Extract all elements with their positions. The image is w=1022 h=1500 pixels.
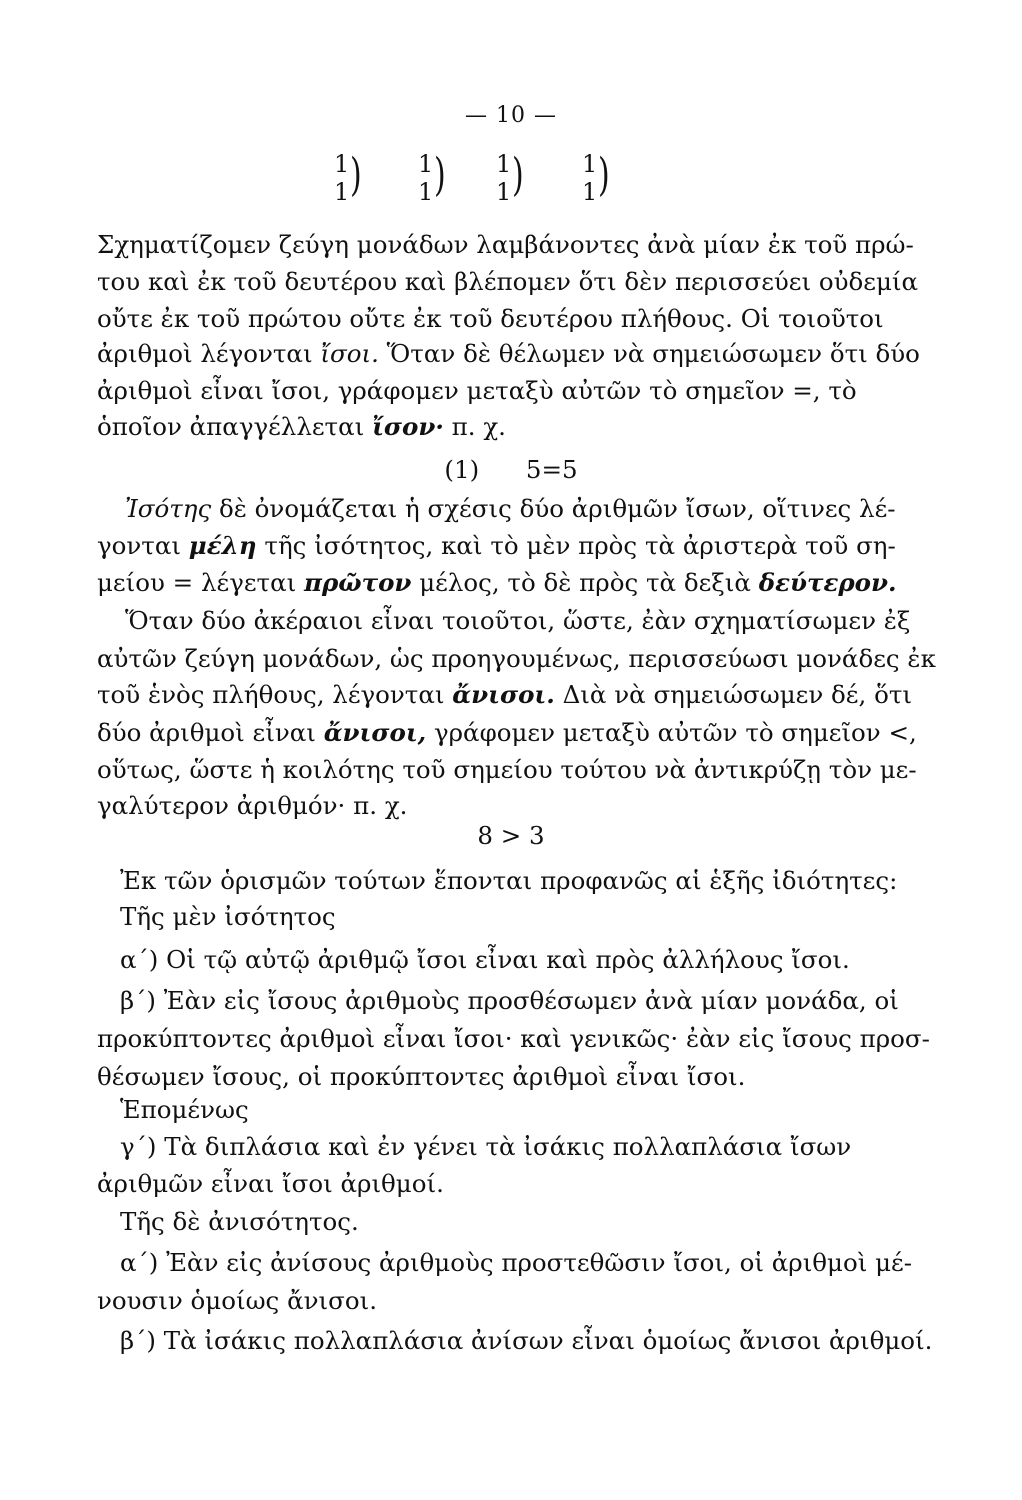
- text-line: α΄) Ἐὰν εἰς ἀνίσους ἀριθμοὺς προστεθῶσιν ἴσοι, οἱ ἀριθμοὶ μέ-: [120, 1248, 913, 1277]
- term-proton: πρῶτον: [304, 568, 412, 597]
- pair-bottom: 1: [582, 178, 598, 206]
- pair-bracket: ): [350, 149, 362, 202]
- text-line: Ὅταν δύο ἀκέραιοι εἶναι τοιοῦτοι, ὥστε, ἐὰν σχηματίσωμεν ἐξ: [125, 606, 911, 635]
- term-equal: ἴσοι.: [320, 339, 379, 368]
- text-line: ἀριθμοὶ εἶναι ἴσοι, γράφομεν μεταξὺ αὐτῶν τὸ σημεῖον =, τὸ: [97, 376, 857, 405]
- text-run: τοῦ ἑνὸς πλήθους, λέγονται: [97, 680, 445, 709]
- text-run: γράφομεν μεταξὺ αὐτῶν τὸ σημεῖον <,: [434, 718, 917, 747]
- text-run: Ὅταν δὲ θέλωμεν νὰ σημειώσωμεν ὅτι δύο: [386, 339, 920, 368]
- pair-top: 1: [418, 150, 434, 178]
- text-line: Ἑπομένως: [120, 1095, 249, 1124]
- text-line: οὕτως, ὥστε ἡ κοιλότης τοῦ σημείου τούτου νὰ ἀντικρύζῃ τὸν με-: [97, 755, 917, 784]
- pair-bottom: 1: [496, 178, 512, 206]
- text-line: οὔτε ἐκ τοῦ πρώτου οὔτε ἐκ τοῦ δευτέρου πλήθους. Οἱ τοιοῦτοι: [97, 304, 884, 333]
- text-run: μείου = λέγεται: [97, 568, 297, 597]
- text-line: [97, 680, 927, 709]
- text-run: μέλος, τὸ δὲ πρὸς τὰ δεξιὰ: [419, 568, 751, 597]
- text-line: Τῆς μὲν ἰσότητος: [120, 902, 336, 931]
- text-line: Σχηματίζομεν ζεύγη μονάδων λαμβάνοντες ἀνὰ μίαν ἐκ τοῦ πρώ-: [97, 230, 914, 259]
- text-line: β΄) Ἐὰν εἰς ἴσους ἀριθμοὺς προσθέσωμεν ἀνὰ μίαν μονάδα, οἱ: [120, 986, 899, 1015]
- text-run: δὲ ὀνομάζεται ἡ σχέσις δύο ἀριθμῶν ἴσων, οἵτινες λέ-: [219, 494, 896, 523]
- text-line: [97, 339, 927, 368]
- text-line: ἀριθμῶν εἶναι ἴσοι ἀριθμοί.: [97, 1169, 444, 1198]
- pair-bracket: ): [512, 149, 524, 202]
- term-defteron: δεύτερον.: [758, 568, 897, 597]
- text-line: προκύπτοντες ἀριθμοὶ εἶναι ἴσοι· καὶ γενικῶς· ἐὰν εἰς ἴσους προσ-: [97, 1024, 930, 1053]
- text-line: θέσωμεν ἴσους, οἱ προκύπτοντες ἀριθμοὶ εἶναι ἴσοι.: [97, 1062, 746, 1091]
- term-isotis: Ἰσότης: [125, 494, 212, 523]
- text-line: γ΄) Τὰ διπλάσια καὶ ἐν γένει τὰ ἰσάκις πολλαπλάσια ἴσων: [120, 1132, 852, 1161]
- term-meli: μέλη: [188, 531, 257, 560]
- text-run: π. χ.: [451, 412, 506, 441]
- term-ison: ἴσον·: [372, 412, 444, 441]
- pair-top: 1: [582, 150, 598, 178]
- text-line: [97, 568, 927, 597]
- text-line: [97, 531, 927, 560]
- text-line: αὐτῶν ζεύγη μονάδων, ὡς προηγουμένως, περισσεύωσι μονάδες ἐκ: [97, 644, 936, 673]
- text-line: Ἐκ τῶν ὁρισμῶν τούτων ἕπονται προφανῶς αἱ ἑξῆς ἰδιότητες:: [120, 866, 898, 895]
- pair-bottom: 1: [334, 178, 350, 206]
- term-anisoi: ἄνισοι.: [452, 680, 555, 709]
- text-line: νουσιν ὁμοίως ἄνισοι.: [97, 1286, 377, 1315]
- text-run: Διὰ νὰ σημειώσωμεν δέ, ὅτι: [562, 680, 912, 709]
- text-line: α΄) Οἱ τῷ αὐτῷ ἀριθμῷ ἴσοι εἶναι καὶ πρὸς ἀλλήλους ἴσοι.: [120, 945, 850, 974]
- text-run: ἀριθμοὶ λέγονται: [97, 339, 313, 368]
- text-line: [125, 494, 955, 523]
- equation-5-equals-5: (1) 5=5: [444, 455, 578, 484]
- text-run: τῆς ἰσότητος, καὶ τὸ μὲν πρὸς τὰ ἀριστερὰ τοῦ ση-: [264, 531, 896, 560]
- page-number: — 10 —: [465, 103, 557, 128]
- pair-top: 1: [496, 150, 512, 178]
- text-run: δύο ἀριθμοὶ εἶναι: [97, 718, 316, 747]
- pair-top: 1: [334, 150, 350, 178]
- text-line: [97, 412, 927, 441]
- pair-bracket: ): [598, 149, 610, 202]
- pair-bracket: ): [434, 149, 446, 202]
- text-line: β΄) Τὰ ἰσάκις πολλαπλάσια ἀνίσων εἶναι ὁμοίως ἄνισοι ἀριθμοί.: [120, 1326, 933, 1355]
- unit-pair: [492, 150, 532, 210]
- term-anisoi: ἄνισοι,: [323, 718, 427, 747]
- text-line: [97, 718, 927, 747]
- text-line: Τῆς δὲ ἀνισότητος.: [120, 1207, 359, 1236]
- text-line: γαλύτερον ἀριθμόν· π. χ.: [97, 791, 408, 820]
- pair-bottom: 1: [418, 178, 434, 206]
- equation-8-greater-3: 8 > 3: [477, 821, 545, 850]
- text-line: του καὶ ἐκ τοῦ δευτέρου καὶ βλέπομεν ὅτι δὲν περισσεύει οὐδεμία: [97, 267, 919, 296]
- unit-pair: [330, 150, 370, 210]
- text-run: ὁποῖον ἀπαγγέλλεται: [97, 412, 365, 441]
- text-run: γονται: [97, 531, 181, 560]
- unit-pairs-figure: [330, 150, 730, 210]
- unit-pair: [414, 150, 454, 210]
- unit-pair: [578, 150, 618, 210]
